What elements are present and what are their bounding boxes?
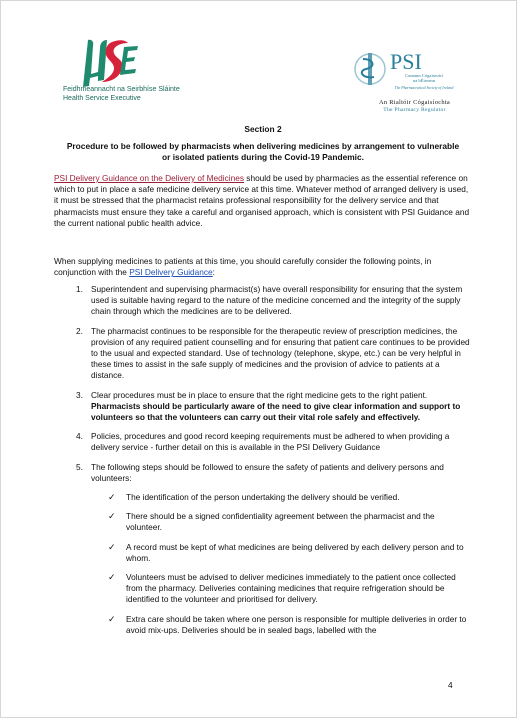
list-item xyxy=(54,326,472,382)
check-icon: ✓ xyxy=(108,492,116,503)
hse-subtitle-line1: Feidhmeannacht na Seirbhíse Sláinte xyxy=(63,86,180,93)
psi-tagline-line2: The Pharmacy Regulator xyxy=(383,106,446,113)
checklist-text: There should be a signed confidentiality agreement between the pharmacist and the volunteer. xyxy=(126,511,435,533)
psi-tagline xyxy=(357,100,472,113)
list-item xyxy=(54,284,472,318)
list-item-number: 5. xyxy=(76,461,83,472)
checklist-text: Volunteers must be advised to deliver medicines immediately to the patient once collected from the pharmacy. Deliveries containing medicines that require refrigeration should be identified to the volunteer and prioritised for delivery. xyxy=(126,572,456,605)
hse-subtitle xyxy=(63,86,180,103)
title-line2: or isolated patients during the Covid-19 Pandemic. xyxy=(162,152,364,163)
section-label: Section 2 xyxy=(244,124,282,134)
psi-guidance-link[interactable]: PSI Delivery Guidance on the Delivery of Medicines xyxy=(54,173,244,183)
numbered-list xyxy=(54,284,472,636)
intro-paragraph xyxy=(54,173,472,229)
lead-text-before: When supplying medicines to patients at this time, you should carefully consider the following points, in conjunction with the xyxy=(54,256,432,278)
list-item-bold-text: Pharmacists should be particularly aware of the need to give clear information and support to volunteers so that the volunteers can carry out their vital role safely and effectively. xyxy=(91,400,461,423)
psi-delivery-guidance-link[interactable]: PSI Delivery Guidance xyxy=(129,267,213,278)
psi-english-name: The Pharmaceutical Society of Ireland xyxy=(394,86,454,90)
list-item xyxy=(54,431,472,453)
list-item xyxy=(54,462,472,484)
list-item-text: Policies, procedures and good record keeping requirements must be adhered to when providing a delivery service - further detail on this is available in the PSI Delivery Guidance xyxy=(91,431,450,453)
title-line1: Procedure to be followed by pharmacists when delivering medicines by arrangement to vulnerable xyxy=(66,141,460,151)
checklist-text: A record must be kept of what medicines are being delivered by each delivery person and to whom. xyxy=(126,541,464,563)
check-icon: ✓ xyxy=(108,613,116,624)
psi-tagline-line1: An Rialtóir Cógaisíochta xyxy=(378,99,451,106)
checklist-item xyxy=(54,614,472,636)
checklist-item xyxy=(54,511,472,533)
psi-irish-line2: na hÉireann xyxy=(412,78,436,83)
list-item-number: 4. xyxy=(76,431,83,442)
check-icon: ✓ xyxy=(108,511,116,522)
intro-text: should be used by pharmacies as the essential reference on which to put in place a safe medicine delivery service at this time. Whatever method of arranged delivery is used, it must be stressed that the pharmacist retains professional responsibility for the delivery service and that pharmacists must ensure they take a careful and organised approach, which is consistent with PSI Guidance and the current national public health advice. xyxy=(54,173,470,228)
list-item xyxy=(54,390,472,424)
page-number: 4 xyxy=(448,680,453,690)
list-item-text: The pharmacist continues to be responsible for the therapeutic review of prescription medicines, the provision of any required patient counselling and for ensuring that patient care continues to be provided to the usual and expected standard. Use of technology (telephone, skype, etc.) can be very helpful in these times to assist in the safe supply of medicines and the provision of advice to patients at a distance. xyxy=(91,325,470,381)
psi-irish-line1: Cumann Cógaiseoirí xyxy=(405,73,443,78)
document-title xyxy=(54,141,472,163)
hse-subtitle-line2: Health Service Executive xyxy=(63,94,141,102)
checklist-text: Extra care should be taken where one person is responsible for multiple deliveries in order to avoid mix-ups. Deliveries should be in sealed bags, labelled with the xyxy=(126,613,467,635)
list-item-text: Clear procedures must be in place to ensure that the right medicine gets to the right patient. xyxy=(91,389,428,400)
check-icon: ✓ xyxy=(108,541,116,552)
check-icon: ✓ xyxy=(108,572,116,583)
list-item-number: 3. xyxy=(76,389,83,400)
list-item-number: 1. xyxy=(76,284,83,294)
checklist-text: The identification of the person undertaking the delivery should be verified. xyxy=(126,492,400,503)
list-item-text: The following steps should be followed to ensure the safety of patients and delivery persons and volunteers: xyxy=(91,461,444,483)
list-item-text: Superintendent and supervising pharmacist(s) have overall responsibility for ensuring that the system used is suitable having regard to the nature of the medicine concerned and the integrity of the supply chain through which the medicines are to be delivered. xyxy=(91,284,463,317)
checklist-item xyxy=(54,572,472,606)
checklist-item xyxy=(54,542,472,564)
psi-wordmark: PSI xyxy=(390,49,422,74)
checklist-item xyxy=(54,492,472,503)
list-item-number: 2. xyxy=(76,325,83,336)
lead-paragraph xyxy=(54,256,472,278)
lead-text-after: : xyxy=(212,267,215,278)
